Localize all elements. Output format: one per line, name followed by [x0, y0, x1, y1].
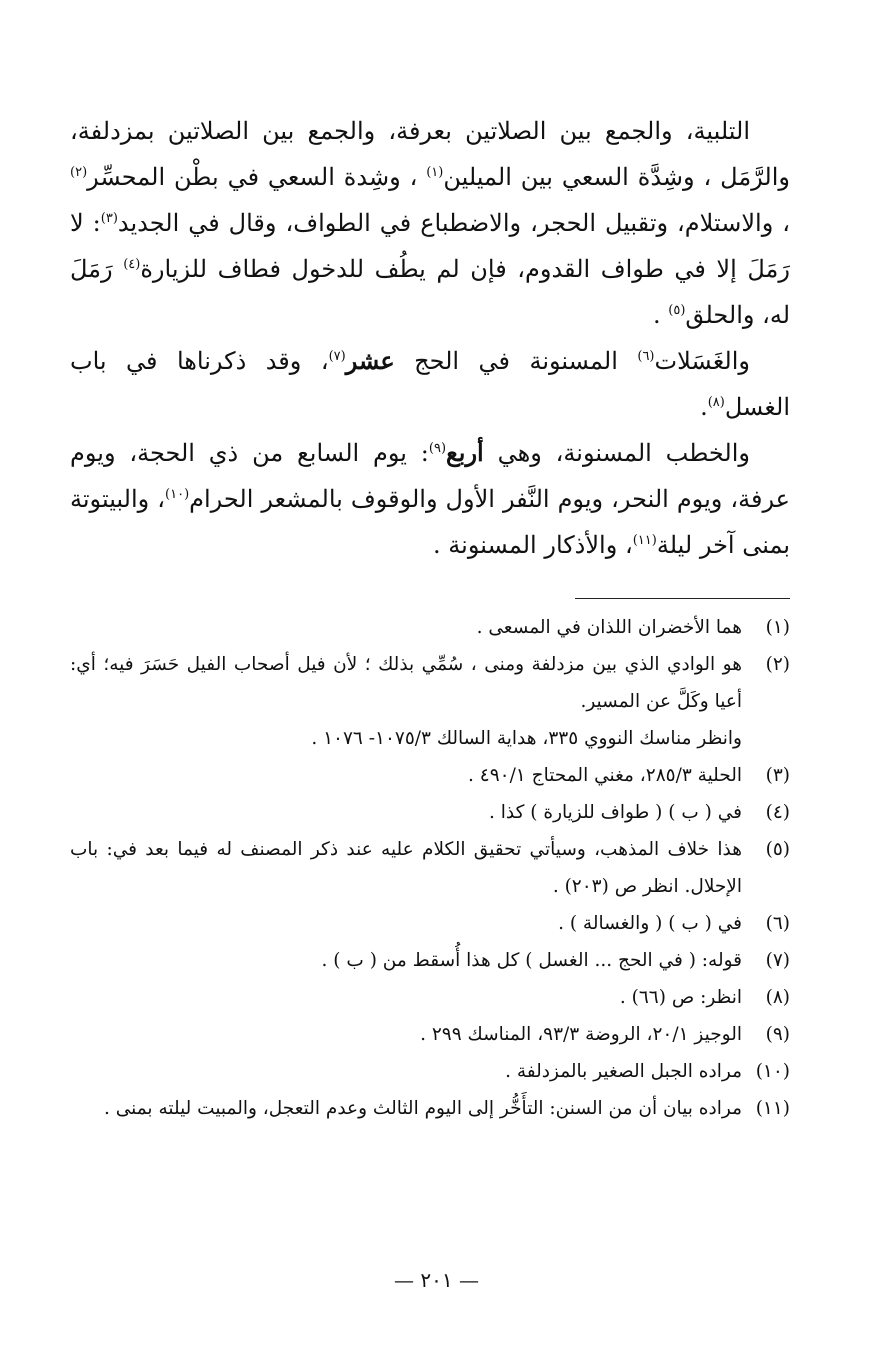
- footnote-text: انظر: ص (٦٦) .: [619, 987, 742, 1008]
- footnote-ref[interactable]: (٣): [100, 211, 118, 226]
- text-run: رَمَلَ له، والحلق: [70, 255, 790, 329]
- footnote-ref[interactable]: (٢): [70, 165, 88, 180]
- text-run: : لا رَمَلَ إلا في طواف القدوم، فإن لم يطُف للدخول فطاف للزيارة: [70, 209, 790, 283]
- paragraph-1: [70, 108, 790, 338]
- footnote-number: (٢): [765, 654, 790, 675]
- footnote-text: هذا خلاف المذهب، وسيأتي تحقيق الكلام عليه عند ذكر المصنف له فيما بعد في: باب الإحلال. انظر ص (٢٠٣) .: [70, 839, 742, 897]
- footnote-number: (٩): [765, 1024, 790, 1045]
- text-run: .: [700, 393, 708, 421]
- footnote-ref[interactable]: (٧): [328, 349, 346, 364]
- text-run: والخطب المسنونة، وهي: [483, 439, 750, 467]
- footnote-continuation: [70, 720, 790, 757]
- footnote-number: (٦): [765, 913, 790, 934]
- text-run: ، وشِدة السعي في بطْن المحسِّر: [87, 163, 427, 191]
- footnote-number: (٥): [765, 839, 790, 860]
- footnote-number: (١): [765, 617, 790, 638]
- page-number: — ٢٠١ —: [394, 1268, 479, 1292]
- paragraph-2: [70, 338, 790, 430]
- footnote-separator: [575, 598, 790, 599]
- footnote-text: هما الأخضران اللذان في المسعى .: [476, 617, 742, 638]
- footnote-item: [70, 942, 790, 979]
- footnote-number: (٤): [765, 802, 790, 823]
- footnote-item: [70, 1016, 790, 1053]
- main-text: [70, 108, 790, 568]
- text-run: ، والاستلام، وتقبيل الحجر، والاضطباع في الطواف، وقال في الجديد: [117, 209, 790, 237]
- footnote-item: [70, 979, 790, 1016]
- paragraph-3: [70, 430, 790, 568]
- footnote-item: [70, 646, 790, 720]
- footnote-ref[interactable]: (٥): [668, 303, 686, 318]
- bold-word: عشر: [345, 346, 395, 375]
- text-run: .: [653, 301, 669, 329]
- footnote-text: وانظر مناسك النووي ٣٣٥، هداية السالك ١٠٧٥/٣- ١٠٧٦ .: [311, 728, 742, 749]
- text-run: : يوم السابع من ذي الحجة، ويوم عرفة، ويوم النحر، ويوم النَّفر الأول والوقوف بالمشعر الحرام: [70, 439, 791, 513]
- text-run: التلبية، والجمع بين الصلاتين بعرفة، والجمع بين الصلاتين بمزدلفة، والرَّمَل ، وشِدَّة السعي بين الميلين: [70, 117, 790, 191]
- footnote-text: الحلية ٢٨٥/٣، مغني المحتاج ٤٩٠/١ .: [468, 765, 742, 786]
- footnote-ref[interactable]: (٩): [428, 441, 447, 456]
- footnote-ref[interactable]: (١): [426, 165, 444, 180]
- footnote-ref[interactable]: (٦): [637, 349, 655, 364]
- page-content: [70, 108, 790, 1127]
- footnote-item: [70, 609, 790, 646]
- footnote-text: في ( ب ) ( والغسالة ) .: [558, 913, 742, 934]
- text-run: المسنونة في الحج: [394, 347, 638, 375]
- footnote-ref[interactable]: (١١): [632, 533, 657, 548]
- footnote-text: هو الوادي الذي بين مزدلفة ومنى ، سُمِّي بذلك ؛ لأن فيل أصحاب الفيل حَسَرَ فيه؛ أي: أعيا وكَلَّ عن المسير.: [70, 654, 742, 712]
- footnotes: [70, 609, 790, 1127]
- footnote-number: (٨): [765, 987, 790, 1008]
- footnote-text: مراده بيان أن من السنن: التأَخُّر إلى اليوم الثالث وعدم التعجل، والمبيت ليلته بمنى .: [103, 1098, 742, 1119]
- footnote-text: في ( ب ) ( طواف للزيارة ) كذا .: [489, 802, 742, 823]
- footnote-ref[interactable]: (٤): [123, 257, 141, 272]
- footnote-number: (١٠): [755, 1061, 790, 1082]
- footnote-ref[interactable]: (١٠): [165, 487, 190, 502]
- footnote-text: مراده الجبل الصغير بالمزدلفة .: [505, 1061, 742, 1082]
- text-run: ، والبيتوتة بمنى آخر ليلة: [70, 485, 790, 559]
- footnote-number: (٧): [765, 950, 790, 971]
- footnote-text: الوجيز ٢٠/١، الروضة ٩٣/٣، المناسك ٢٩٩ .: [420, 1024, 742, 1045]
- footnote-item: [70, 905, 790, 942]
- text-run: والغَسَلات: [654, 347, 750, 375]
- footnote-item: [70, 1090, 790, 1127]
- footnote-item: [70, 757, 790, 794]
- text-run: ، وقد ذكرناها في باب الغسل: [70, 347, 790, 421]
- footnote-item: [70, 1053, 790, 1090]
- footnote-item: [70, 831, 790, 905]
- text-run: ، والأذكار المسنونة .: [433, 531, 633, 559]
- footnote-item: [70, 794, 790, 831]
- footnote-number: (٣): [765, 765, 790, 786]
- footnote-text: قوله: ( في الحج ... الغسل ) كل هذا أُسقط من ( ب ) .: [321, 950, 742, 971]
- bold-word: أربع: [446, 438, 484, 467]
- footnote-ref[interactable]: (٨): [707, 395, 725, 410]
- footnote-number: (١١): [755, 1098, 790, 1119]
